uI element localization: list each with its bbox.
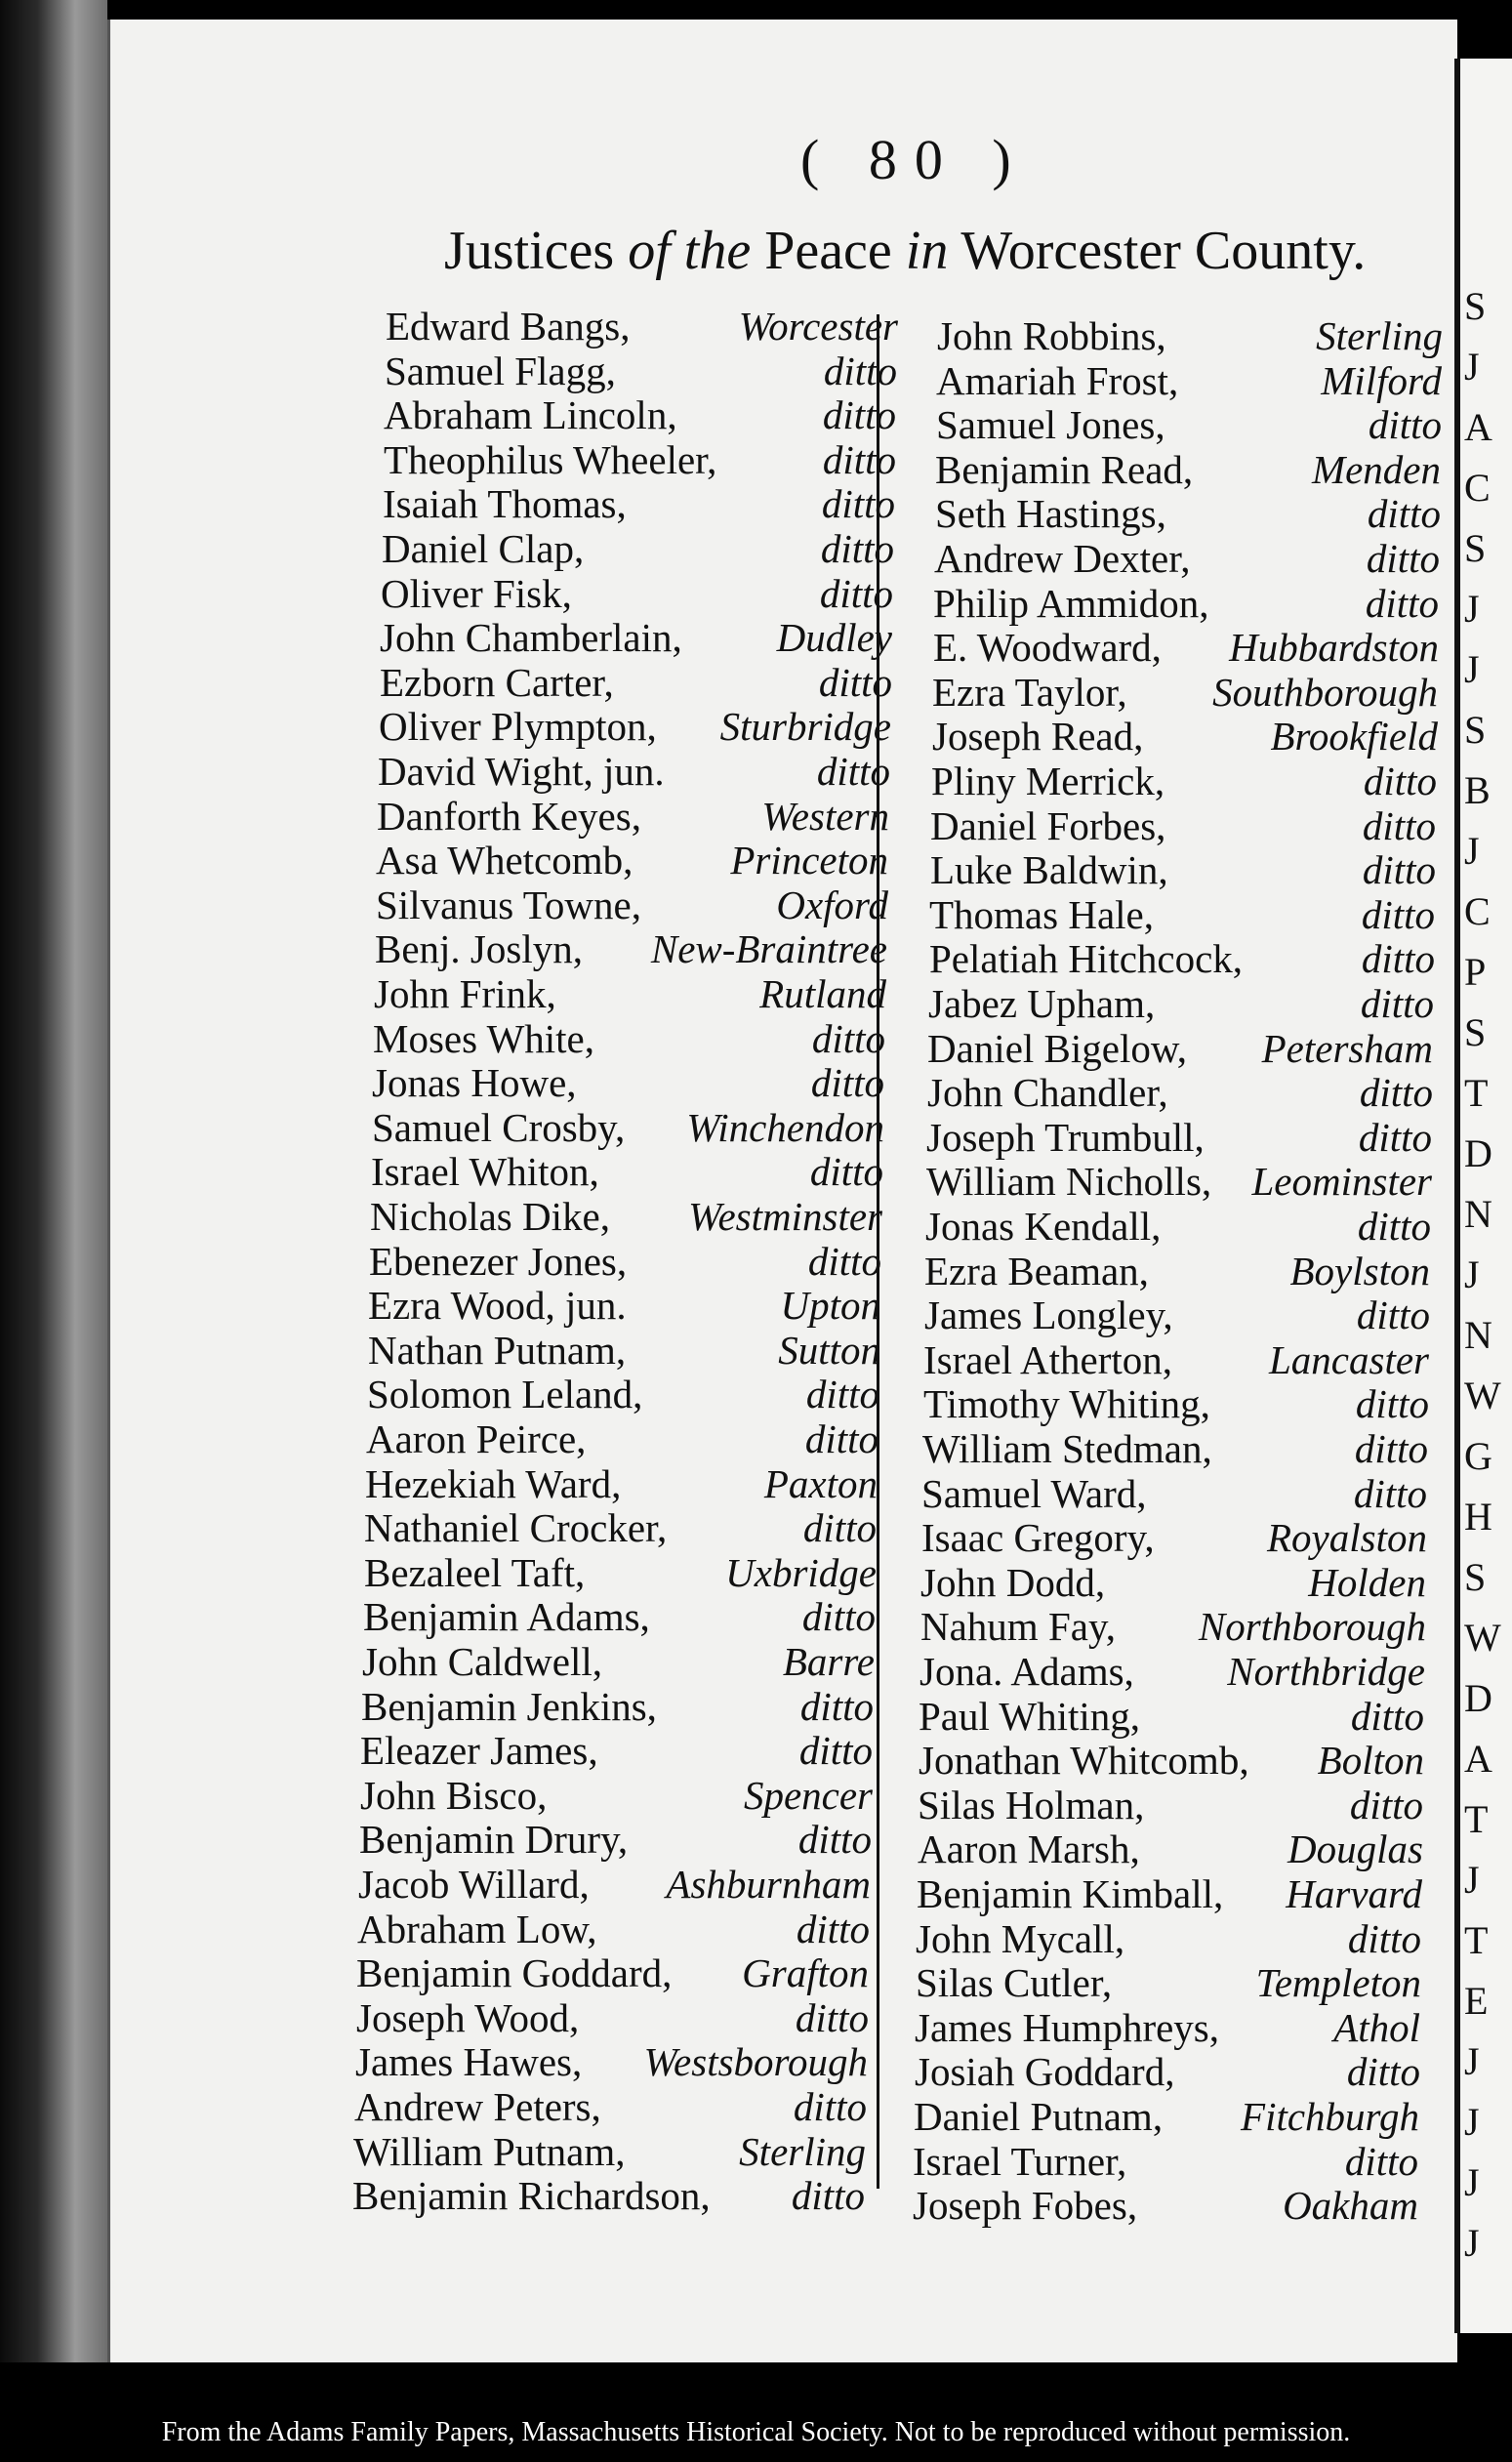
town-name: Barre <box>782 1639 875 1684</box>
town-name: ditto <box>811 1015 885 1061</box>
town-name: ditto <box>1344 2138 1418 2184</box>
town-name: Uxbridge <box>725 1549 877 1595</box>
justice-name: Nathaniel Crocker, <box>364 1505 668 1551</box>
town-name: ditto <box>799 1683 874 1729</box>
town-name: ditto <box>804 1416 879 1461</box>
town-name: ditto <box>796 1906 870 1951</box>
town-name: Western <box>761 793 889 839</box>
town-name: ditto <box>1365 580 1439 626</box>
justice-name: Benjamin Kimball, <box>917 1871 1224 1916</box>
justice-name: Joseph Wood, <box>356 1994 580 2040</box>
edge-letter: E <box>1464 1979 1489 2023</box>
edge-letter: G <box>1464 1434 1492 1478</box>
justice-name: John Caldwell, <box>362 1639 602 1684</box>
page-heading: Justices of the Peace in Worcester County. <box>444 221 1367 281</box>
town-name: Westsborough <box>643 2039 868 2085</box>
edge-letter: J <box>1464 587 1480 631</box>
justice-name: Pelatiah Hitchcock, <box>929 936 1244 982</box>
town-name: Milford <box>1321 357 1442 403</box>
town-name: Holden <box>1308 1559 1426 1605</box>
justice-name: Jabez Upham, <box>928 981 1156 1026</box>
justice-name: Benjamin Richardson, <box>352 2173 711 2219</box>
justice-name: Benj. Joslyn, <box>375 926 583 972</box>
town-name: Hubbardston <box>1229 625 1439 671</box>
town-name: Fitchburgh <box>1241 2094 1419 2139</box>
justice-name: Edward Bangs, <box>386 304 631 349</box>
justice-name: Jonas Howe, <box>372 1060 577 1106</box>
justice-name: Joseph Trumbull, <box>926 1114 1205 1160</box>
edge-letter: S <box>1464 526 1487 570</box>
justice-name: Nathan Putnam, <box>368 1327 627 1373</box>
town-name: Menden <box>1311 446 1441 492</box>
edge-letter: W <box>1464 1616 1501 1660</box>
town-name: ditto <box>1368 402 1442 448</box>
justice-name: Andrew Peters, <box>354 2084 601 2129</box>
town-name: Oakham <box>1283 2183 1418 2229</box>
justice-name: Aaron Marsh, <box>918 1826 1140 1872</box>
town-name: ditto <box>809 1149 883 1195</box>
town-name: Paxton <box>763 1460 878 1506</box>
edge-letter: S <box>1464 284 1487 328</box>
town-name: ditto <box>1361 891 1435 937</box>
town-name: Winchendon <box>686 1104 884 1150</box>
town-name: Templeton <box>1255 1960 1421 2006</box>
justice-name: Moses White, <box>373 1015 595 1061</box>
edge-letter: J <box>1464 1858 1480 1902</box>
justice-name: John Bisco, <box>360 1772 548 1818</box>
justice-name: Ezra Beaman, <box>924 1248 1149 1293</box>
justice-name: Paul Whiting, <box>919 1693 1141 1739</box>
justice-name: John Chamberlain, <box>380 615 682 661</box>
town-name: Spencer <box>743 1772 873 1818</box>
justice-name: Samuel Jones, <box>936 402 1165 448</box>
justice-name: Ebenezer Jones, <box>369 1238 628 1284</box>
town-name: ditto <box>810 1060 884 1106</box>
edge-letter: W <box>1464 1374 1501 1417</box>
justice-name: Daniel Forbes, <box>930 802 1166 848</box>
town-name: ditto <box>801 1594 876 1640</box>
justice-name: Jona. Adams, <box>919 1649 1134 1694</box>
edge-letter: J <box>1464 1252 1480 1296</box>
town-name: ditto <box>1353 1470 1427 1516</box>
justice-name: William Putnam, <box>353 2128 626 2174</box>
justice-name: Jacob Willard, <box>358 1862 590 1907</box>
justice-name: Philip Ammidon, <box>933 580 1209 626</box>
edge-letter: B <box>1464 768 1491 812</box>
town-name: Douglas <box>1287 1826 1423 1872</box>
edge-letter: J <box>1464 829 1480 873</box>
edge-letter: J <box>1464 2160 1480 2204</box>
town-name: ditto <box>1347 1915 1421 1961</box>
justice-name: Jonas Kendall, <box>925 1204 1162 1249</box>
justice-name: Joseph Read, <box>932 714 1144 759</box>
justice-name: William Stedman, <box>922 1426 1212 1471</box>
justice-name: John Mycall, <box>916 1915 1125 1961</box>
justice-name: Pliny Merrick, <box>931 759 1165 803</box>
justice-name: Silvanus Towne, <box>376 882 641 927</box>
justice-name: William Nicholls, <box>926 1159 1212 1205</box>
edge-letter: N <box>1464 1313 1492 1357</box>
town-name: ditto <box>1356 1293 1430 1338</box>
edge-letter: S <box>1464 1010 1487 1054</box>
justice-name: Benjamin Read, <box>935 446 1194 492</box>
justice-name: David Wight, jun. <box>378 749 665 794</box>
town-name: ditto <box>791 2173 865 2219</box>
edge-letter: A <box>1464 1737 1492 1781</box>
justice-name: Benjamin Jenkins, <box>361 1683 657 1729</box>
justice-name: Daniel Bigelow, <box>927 1025 1188 1071</box>
town-name: Grafton <box>742 1950 869 1996</box>
town-name: ditto <box>1346 2049 1420 2095</box>
justice-name: Ezra Wood, jun. <box>368 1283 627 1329</box>
town-name: Sutton <box>778 1327 880 1373</box>
justice-name: Nicholas Dike, <box>370 1194 610 1239</box>
edge-letter: A <box>1464 405 1492 449</box>
justice-name: Isaiah Thomas, <box>383 481 627 527</box>
edge-letter: T <box>1464 1918 1489 1962</box>
justice-name: Silas Cutler, <box>916 1960 1113 2006</box>
town-name: Westminster <box>688 1194 882 1239</box>
edge-letter: T <box>1464 1071 1489 1115</box>
town-name: ditto <box>1362 802 1436 848</box>
justice-name: Jonathan Whitcomb, <box>919 1738 1249 1784</box>
edge-letter: P <box>1464 950 1487 994</box>
justice-name: Oliver Fisk, <box>381 570 572 616</box>
town-name: ditto <box>1357 1204 1431 1249</box>
edge-letter: J <box>1464 345 1480 389</box>
justice-name: Israel Turner, <box>913 2138 1127 2184</box>
edge-letter: N <box>1464 1192 1492 1236</box>
town-name: Petersham <box>1261 1025 1433 1071</box>
town-name: ditto <box>793 2084 867 2129</box>
edge-letter: J <box>1464 647 1480 691</box>
edge-letter: C <box>1464 466 1491 510</box>
town-name: ditto <box>1361 936 1435 982</box>
justice-name: James Longley, <box>924 1293 1173 1338</box>
justice-name: Silas Holman, <box>918 1782 1145 1827</box>
town-name: ditto <box>823 348 897 393</box>
town-name: ditto <box>818 659 892 705</box>
town-name: ditto <box>805 1372 879 1417</box>
town-name: ditto <box>1363 759 1437 803</box>
town-name: ditto <box>798 1728 873 1774</box>
town-name: ditto <box>802 1505 877 1551</box>
town-name: Northborough <box>1198 1604 1426 1650</box>
justice-name: Solomon Leland, <box>367 1372 643 1417</box>
justice-name: Isaac Gregory, <box>921 1515 1155 1561</box>
town-name: ditto <box>822 392 896 438</box>
justice-name: Benjamin Adams, <box>363 1594 650 1640</box>
binding-edge <box>0 0 107 2362</box>
justice-name: Danforth Keyes, <box>377 793 641 839</box>
town-name: Royalston <box>1267 1515 1427 1561</box>
edge-letter: S <box>1464 1555 1487 1599</box>
town-name: Ashburnham <box>666 1862 871 1907</box>
town-name: ditto <box>1349 1782 1423 1827</box>
justice-name: James Hawes, <box>355 2039 583 2085</box>
justice-name: Aaron Peirce, <box>366 1416 587 1461</box>
town-name: Boylston <box>1289 1248 1430 1293</box>
edge-letter: J <box>1464 2039 1480 2083</box>
town-name: New-Braintree <box>650 926 887 972</box>
justice-name: Nahum Fay, <box>920 1604 1117 1650</box>
justice-name: Ezra Taylor, <box>932 669 1127 715</box>
justice-name: Benjamin Drury, <box>359 1817 629 1863</box>
town-name: Rutland <box>759 971 886 1016</box>
justice-name: Daniel Clap, <box>382 526 585 571</box>
justice-name: Samuel Crosby, <box>372 1104 626 1150</box>
town-name: ditto <box>1362 847 1436 893</box>
town-name: ditto <box>1358 1114 1432 1160</box>
page-number: ( 80 ) <box>800 128 1029 191</box>
town-name: ditto <box>1354 1426 1428 1471</box>
justice-name: Joseph Fobes, <box>913 2183 1138 2229</box>
justice-name: Theophilus Wheeler, <box>384 436 717 482</box>
town-name: Harvard <box>1286 1871 1422 1916</box>
justice-name: John Frink, <box>374 971 556 1016</box>
town-name: ditto <box>1367 491 1441 537</box>
justice-name: John Robbins, <box>937 313 1166 358</box>
town-name: ditto <box>1359 1070 1433 1116</box>
edge-letter: S <box>1464 708 1487 752</box>
town-name: Lancaster <box>1269 1336 1429 1382</box>
town-name: Oxford <box>776 882 888 927</box>
town-name: Bolton <box>1317 1738 1424 1784</box>
town-name: Southborough <box>1212 669 1438 715</box>
town-name: ditto <box>822 436 896 482</box>
justice-name: Bezaleel Taft, <box>364 1549 586 1595</box>
town-name: Sterling <box>739 2128 866 2174</box>
town-name: ditto <box>1350 1693 1424 1739</box>
town-name: ditto <box>816 749 890 794</box>
justice-name: John Dodd, <box>920 1559 1106 1605</box>
edge-letter: D <box>1464 1676 1492 1720</box>
town-name: Dudley <box>776 615 892 661</box>
justice-name: Timothy Whiting, <box>923 1381 1210 1427</box>
town-name: ditto <box>819 570 893 616</box>
justice-name: E. Woodward, <box>933 625 1162 671</box>
edge-letter: D <box>1464 1131 1492 1175</box>
justice-name: Thomas Hale, <box>929 891 1154 937</box>
justice-name: Oliver Plympton, <box>379 704 657 750</box>
town-name: Leominster <box>1251 1159 1432 1205</box>
justice-name: Abraham Low, <box>357 1906 597 1951</box>
justice-name: Daniel Putnam, <box>914 2094 1164 2139</box>
archive-footer: From the Adams Family Papers, Massachusetts Historical Society. Not to be reproduced without permission. <box>161 2417 1351 2447</box>
town-name: Sturbridge <box>719 704 891 750</box>
justice-name: Josiah Goddard, <box>915 2049 1175 2095</box>
justice-name: Seth Hastings, <box>935 491 1166 537</box>
justice-name: Abraham Lincoln, <box>384 392 677 438</box>
edge-letter: J <box>1464 2100 1480 2144</box>
justice-name: Eleazer James, <box>360 1728 598 1774</box>
town-name: ditto <box>1355 1381 1429 1427</box>
town-name: ditto <box>1360 981 1434 1026</box>
town-name: Upton <box>780 1283 880 1329</box>
edge-letter: T <box>1464 1797 1489 1841</box>
justice-name: John Chandler, <box>927 1070 1168 1116</box>
edge-letter: J <box>1464 2221 1480 2265</box>
justice-name: Ezborn Carter, <box>380 659 614 705</box>
town-name: Princeton <box>730 838 888 883</box>
town-name: ditto <box>820 526 894 571</box>
justice-name: Benjamin Goddard, <box>356 1950 673 1996</box>
town-name: ditto <box>1366 536 1440 581</box>
justice-name: Asa Whetcomb, <box>376 838 633 883</box>
justice-name: Andrew Dexter, <box>934 536 1191 581</box>
justice-name: James Humphreys, <box>915 2004 1220 2050</box>
justice-name: Luke Baldwin, <box>930 847 1168 893</box>
town-name: Sterling <box>1316 313 1443 358</box>
town-name: Worcester <box>738 304 898 349</box>
town-name: Northbridge <box>1227 1649 1425 1694</box>
justice-name: Samuel Flagg, <box>385 348 616 393</box>
justice-name: Israel Whiton, <box>371 1149 599 1195</box>
justice-name: Hezekiah Ward, <box>365 1460 622 1506</box>
justice-name: Israel Atherton, <box>923 1336 1173 1382</box>
justice-name: Samuel Ward, <box>921 1470 1147 1516</box>
town-name: ditto <box>807 1238 881 1284</box>
edge-letter: C <box>1464 889 1491 933</box>
town-name: ditto <box>797 1817 872 1863</box>
town-name: Athol <box>1333 2004 1420 2050</box>
edge-letter: H <box>1464 1495 1492 1539</box>
town-name: Brookfield <box>1270 714 1438 759</box>
justice-name: Amariah Frost, <box>936 357 1179 403</box>
town-name: ditto <box>795 1994 869 2040</box>
town-name: ditto <box>821 481 895 527</box>
